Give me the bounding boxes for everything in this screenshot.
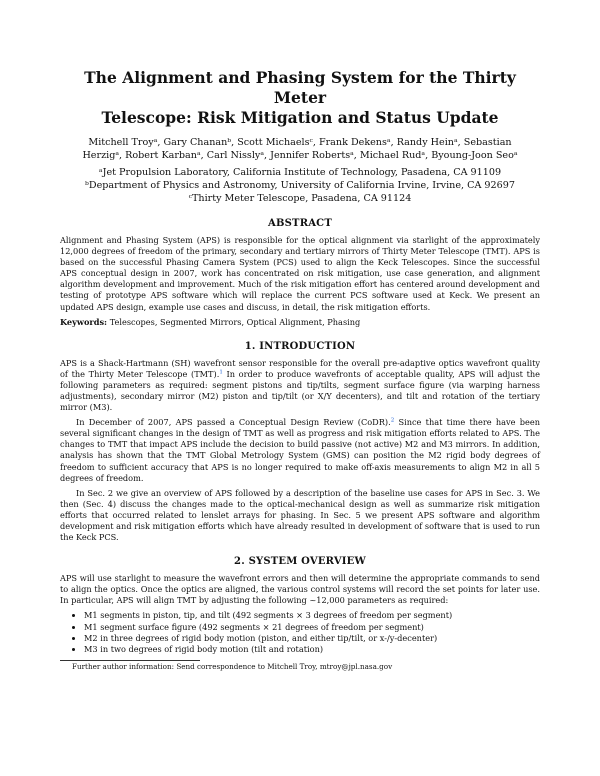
section-1-heading: 1. INTRODUCTION bbox=[244, 340, 356, 352]
citation-link-1[interactable]: 1 bbox=[219, 369, 223, 376]
keywords-values: Telescopes, Segmented Mirrors, Optical Alignment, Phasing bbox=[109, 316, 361, 327]
affiliation-c: ᶜThirty Meter Telescope, Pasadena, CA 91124 bbox=[188, 193, 412, 204]
keywords-line bbox=[60, 317, 540, 328]
authors-line-1: Mitchell Troyᵃ, Gary Chananᵇ, Scott Michaelsᶜ, Frank Dekensᵃ, Randy Heinᵃ, Sebastian bbox=[88, 137, 512, 148]
intro-paragraph-3: In Sec. 2 we give an overview of APS followed by a description of the baseline use cases for APS in Sec. 3. We then (Sec. 4) discuss the changes made to the optical-mechanical design as well as summarize risk mitigation efforts that occurred related to lenslet arrays for phasing. In Sec. 5 we present APS software and algorithm development and risk mitigation efforts which have already resulted in development of software that is used to run the Keck PCS. bbox=[60, 487, 540, 543]
intro-p1-text-b: In order to produce wavefronts of acceptable quality, APS will adjust the following parameters as required: segment pistons and tip/tilts, segment surface figure (via warping harness adjustments), secondary mirror (M2) piston and tip/tilt (or X/Y decenters), and tilt and rotation of the tertiary mirror (M3). bbox=[60, 368, 540, 413]
intro-p2-text-b: Since that time there have been several significant changes in the design of TMT as well as progress and risk mitigation efforts related to APS. The changes to TMT that impact APS include the decision to build passive (not active) M2 and M3 mirrors. In addition, analysis has shown that the TMT Global Metrology System (GMS) can position the M2 rigid body degrees of freedom to sufficient accuracy that APS is no longer required to make off-axis measurements to align M2 in all 5 degrees of freedom. bbox=[60, 417, 540, 483]
intro-p1-text-a: APS is a Shack-Hartmann (SH) wavefront sensor responsible for the overall pre-adaptive optics wavefront quality of the Thirty Meter Telescope (TMT). bbox=[60, 357, 540, 379]
authors-line-2: Herzigᵃ, Robert Karbanᵃ, Carl Nisslyᵃ, Jennifer Robertsᵃ, Michael Rudᵃ, Byoung-Joon Seoᵃ bbox=[82, 150, 518, 161]
abstract-text: Alignment and Phasing System (APS) is responsible for the optical alignment via starlight of the approximately 12,000 degrees of freedom of the primary, secondary and tertiary mirrors of Thirty Meter Telescope (TMT). APS is based on the successful Phasing Camera System (PCS) used to align the Keck Telescopes. Since the successful APS conceptual design in 2007, work has concentrated on risk mitigation, use case generation, and alignment algorithm development and improvement. Much of the risk mitigation effort has centered around development and testing of prototype APS software which will replace the current PCS software used at Keck. We present an updated APS design, example use cases and discuss, in detail, the risk mitigation efforts. bbox=[60, 235, 540, 312]
affiliations bbox=[60, 166, 540, 205]
paper-page bbox=[60, 68, 540, 672]
overview-paragraph-1: APS will use starlight to measure the wavefront errors and then will determine the appropriate commands to send to align the optics. Once the optics are aligned, the various control systems will record the set points for later use. In particular, APS will align TMT by adjusting the following ~12,000 parameters as required: bbox=[60, 573, 540, 606]
footnote-divider bbox=[60, 660, 200, 661]
paper-title bbox=[60, 68, 540, 128]
list-item: • M3 in two degrees of rigid body motion (tilt and rotation) bbox=[84, 644, 540, 655]
author-list bbox=[60, 136, 540, 162]
affiliation-b: ᵇDepartment of Physics and Astronomy, University of California Irvine, Irvine, CA 92697 bbox=[85, 180, 515, 191]
keywords-label: Keywords: bbox=[60, 316, 108, 327]
intro-p2-text-a: In December of 2007, APS passed a Conceptual Design Review (CoDR). bbox=[76, 417, 391, 428]
list-item: • M1 segment surface figure (492 segments × 21 degrees of freedom per segment) bbox=[84, 622, 540, 633]
section-2-heading: 2. SYSTEM OVERVIEW bbox=[234, 556, 366, 568]
intro-paragraph-2 bbox=[60, 417, 540, 484]
affiliation-a: ᵃJet Propulsion Laboratory, California Institute of Technology, Pasadena, CA 91109 bbox=[98, 167, 502, 178]
title-line-2: Telescope: Risk Mitigation and Status Update bbox=[101, 108, 499, 127]
abstract-heading: ABSTRACT bbox=[268, 218, 332, 229]
title-line-1: The Alignment and Phasing System for the Thirty Meter bbox=[84, 68, 516, 107]
footnote: Further author information: Send correspondence to Mitchell Troy, mtroy@jpl.nasa.gov bbox=[72, 661, 393, 671]
list-item: • M2 in three degrees of rigid body motion (piston, and either tip/tilt, or x-/y-decenter) bbox=[84, 633, 540, 644]
intro-paragraph-1 bbox=[60, 358, 540, 413]
parameter-list bbox=[60, 610, 540, 654]
list-item: • M1 segments in piston, tip, and tilt (492 segments × 3 degrees of freedom per segment) bbox=[84, 610, 540, 621]
citation-link-2[interactable]: 2 bbox=[390, 417, 395, 424]
